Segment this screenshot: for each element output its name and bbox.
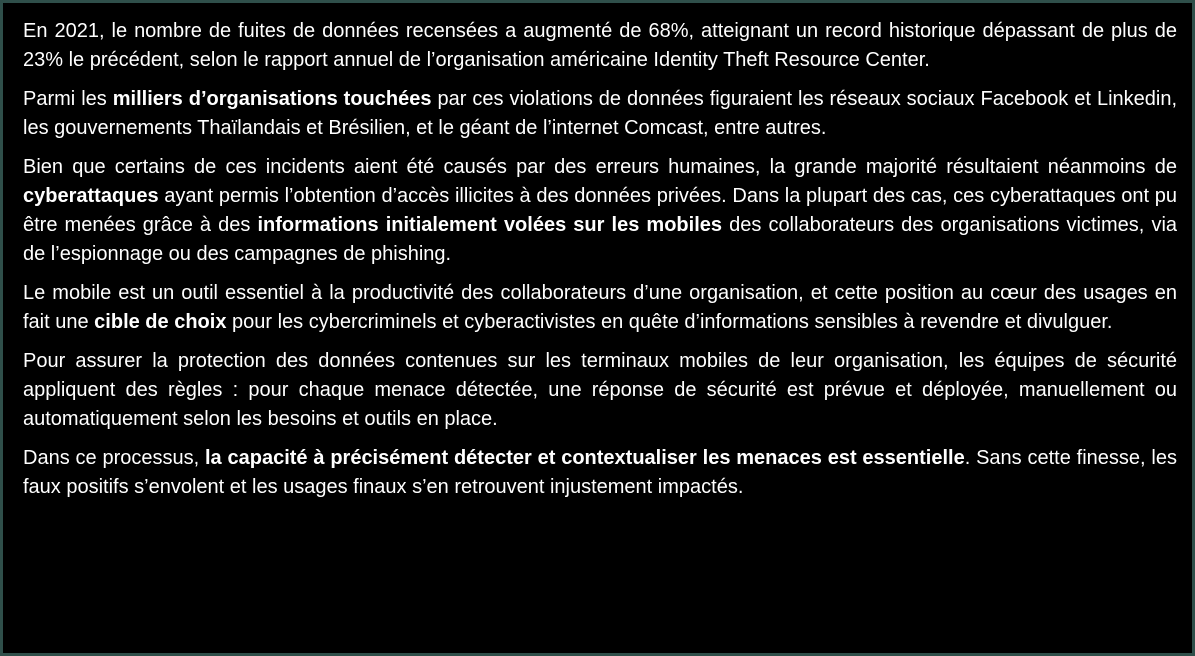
paragraph-text: Parmi les [23, 88, 113, 110]
bold-highlight: informations initialement volées sur les mobiles [257, 214, 722, 236]
paragraph-text: pour les cybercriminels et cyberactivistes en quête d’informations sensibles à revendre et divulguer. [226, 311, 1113, 333]
paragraph-1 [23, 17, 1177, 75]
paragraph-text: ayant permis l’obtention d’accès illicites à des données privées. Dans la plupart des cas, ces cyberattaques ont pu être menées grâce à des [23, 185, 1177, 236]
bold-highlight: cyberattaques [23, 185, 159, 207]
paragraph-3 [23, 153, 1177, 269]
paragraph-text: Dans ce processus, [23, 447, 205, 469]
paragraph-5 [23, 347, 1177, 434]
paragraph-text: par ces violations de données figuraient les réseaux sociaux Facebook et Linkedin, les gouvernements Thaïlandais et Brésilien, et le géant de l’internet Comcast, entre autres. [23, 88, 1178, 139]
paragraph-text: Pour assurer la protection des données contenues sur les terminaux mobiles de leur organisation, les équipes de sécurité appliquent des règles : pour chaque menace détectée, une réponse de sécurité est prévue et déployée, manuellement ou automatiquement selon les besoins et outils en place. [23, 350, 1177, 430]
paragraph-4 [23, 279, 1177, 337]
paragraph-text: Le mobile est un outil essentiel à la productivité des collaborateurs d’une organisation, et cette position au cœur des usages en fait une [23, 282, 1177, 333]
bold-highlight: la capacité à précisément détecter et contextualiser les menaces est essentielle [205, 447, 965, 469]
bold-highlight: milliers d’organisations touchées [112, 88, 432, 110]
bold-highlight: cible de choix [94, 311, 227, 333]
paragraph-text: Bien que certains de ces incidents aient été causés par des erreurs humaines, la grande majorité résultaient néanmoins de [23, 156, 1177, 178]
paragraph-text: des collaborateurs des organisations victimes, via de l’espionnage ou des campagnes de phishing. [23, 214, 1178, 265]
paragraph-6 [23, 444, 1177, 502]
article-body [23, 17, 1177, 502]
paragraph-2 [23, 85, 1177, 143]
paragraph-text: En 2021, le nombre de fuites de données recensées a augmenté de 68%, atteignant un record historique dépassant de plus de 23% le précédent, selon le rapport annuel de l’organisation américaine Identity Theft Resource Center. [23, 20, 1177, 71]
paragraph-text: . Sans cette finesse, les faux positifs s’envolent et les usages finaux s’en retrouvent injustement impactés. [23, 447, 1177, 498]
